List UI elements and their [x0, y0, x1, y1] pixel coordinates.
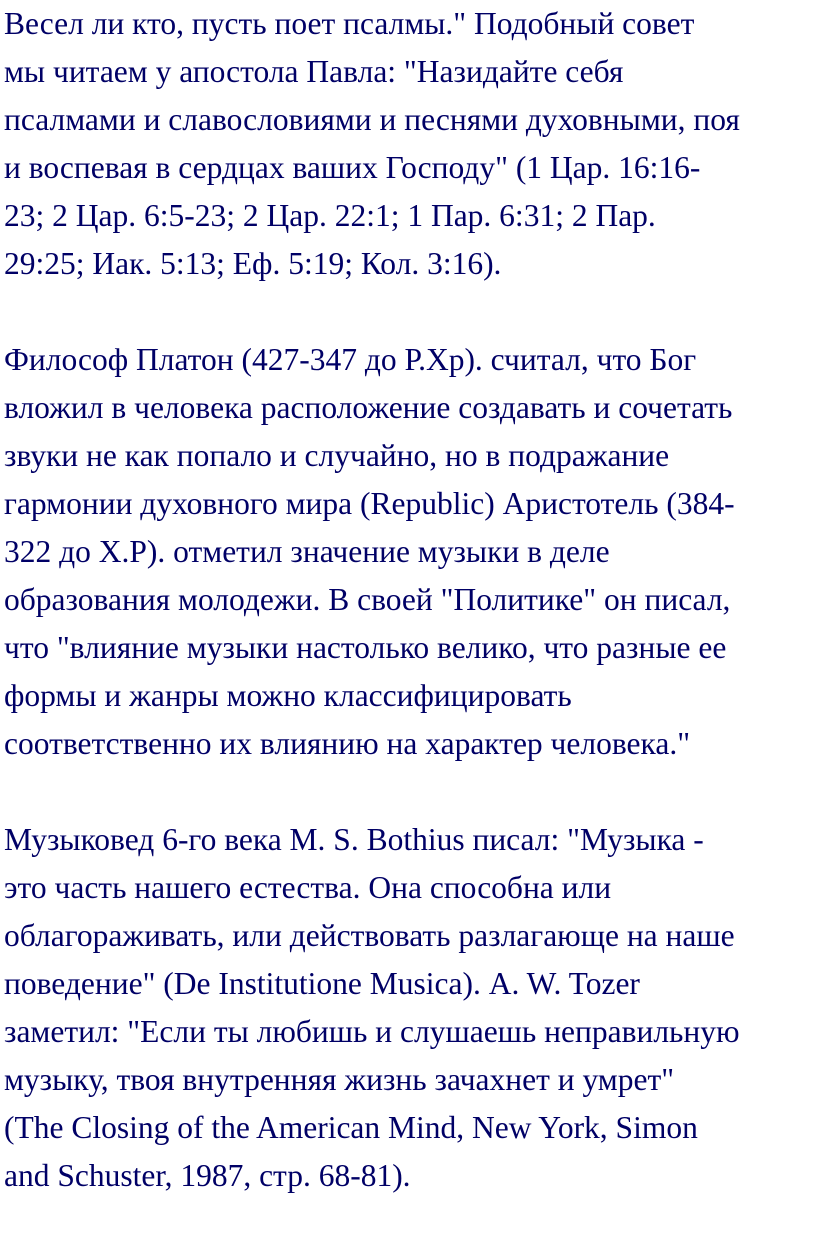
text-line: образования молодежи. В своей "Политике" он писал, — [4, 582, 731, 617]
text-line: псалмами и славословиями и песнями духовными, поя — [4, 102, 740, 137]
text-line: (The Closing of the American Mind, New York, Simon — [4, 1110, 698, 1145]
paragraph-plato-aristotle — [4, 336, 816, 768]
paragraph-gap — [4, 288, 816, 336]
text-line: Философ Платон (427-347 до Р.Хр). считал, что Бог — [4, 342, 697, 377]
text-line: 23; 2 Цар. 6:5-23; 2 Цар. 22:1; 1 Пар. 6:31; 2 Пар. — [4, 198, 656, 233]
text-line: музыку, твоя внутренняя жизнь зачахнет и умрет" — [4, 1062, 675, 1097]
text-line: что "влияние музыки настолько велико, что разные ее — [4, 630, 727, 665]
text-line: облагораживать, или действовать разлагающе на наше — [4, 918, 735, 953]
text-line: 29:25; Иак. 5:13; Еф. 5:19; Кол. 3:16). — [4, 246, 502, 281]
text-line: поведение" (De Institutione Musica). A. W. Tozer — [4, 966, 640, 1001]
text-line: заметил: "Если ты любишь и слушаешь неправильную — [4, 1014, 740, 1049]
text-line: Музыковед 6-го века M. S. Bothius писал: "Музыка - — [4, 822, 704, 857]
text-line: Весел ли кто, пусть поет псалмы." Подобный совет — [4, 6, 695, 41]
text-line: and Schuster, 1987, стр. 68-81). — [4, 1158, 411, 1193]
document-page — [4, 0, 816, 1200]
text-line: звуки не как попало и случайно, но в подражание — [4, 438, 670, 473]
text-line: 322 до Х.Р). отметил значение музыки в деле — [4, 534, 610, 569]
text-line: это часть нашего естества. Она способна или — [4, 870, 612, 905]
text-line: и воспевая в сердцах ваших Господу" (1 Цар. 16:16- — [4, 150, 701, 185]
text-line: мы читаем у апостола Павла: "Назидайте себя — [4, 54, 624, 89]
text-line: соответственно их влиянию на характер человека." — [4, 726, 691, 761]
text-line: формы и жанры можно классифицировать — [4, 678, 572, 713]
paragraph-gap — [4, 768, 816, 816]
paragraph-psalms — [4, 0, 816, 288]
paragraph-bothius-tozer — [4, 816, 816, 1200]
text-line: вложил в человека расположение создавать и сочетать — [4, 390, 733, 425]
text-line: гармонии духовного мира (Republic) Аристотель (384- — [4, 486, 735, 521]
